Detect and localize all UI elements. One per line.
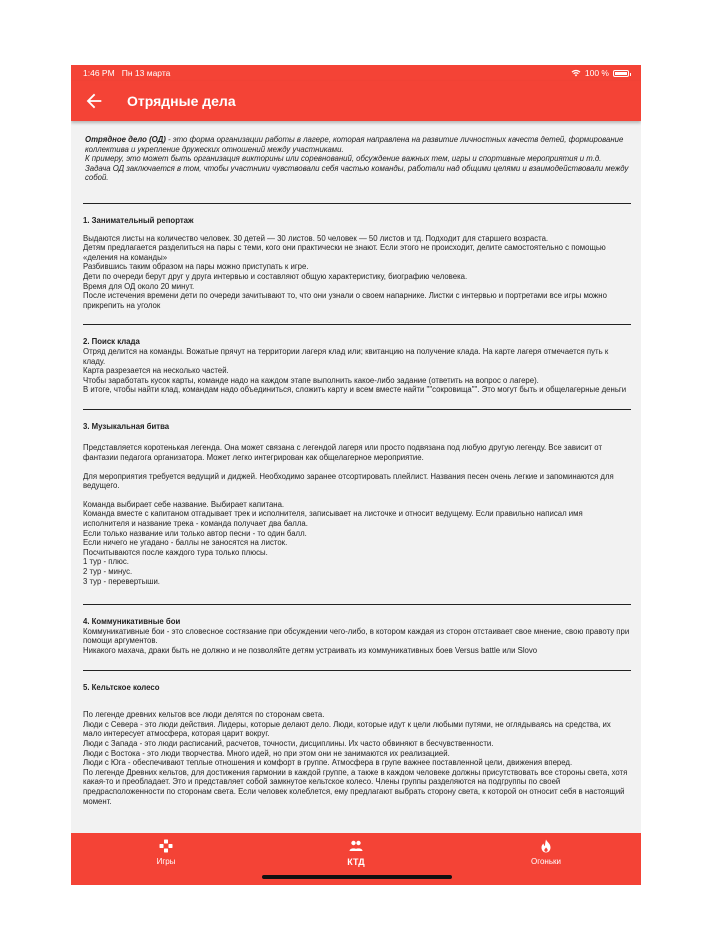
section-paragraph: Представляется коротенькая легенда. Она может связана с легендой лагеря или просто подвязана под любую другую легенду. Все зависит от фантазии педагога организатора. Может легко интегрирован как общелагерное мероприятие. [83, 443, 603, 463]
section-3 [83, 422, 631, 586]
battery-icon [613, 70, 629, 77]
section-paragraph: Разбившись таким образом на пары можно приступать к игре. [83, 262, 309, 272]
intro-paragraph: К примеру, это может быть организация викторины или соревнований, обсуждение важных тем, игры и спортивные мероприятия и т.д. [85, 154, 602, 164]
divider [83, 409, 631, 410]
section-paragraph: Команда вместе с капитаном отгадывает трек и исполнителя, записывает на листочке и относит ведущему. Если правильно написал имя исполнителя и название трека - команда получает два балла. [83, 509, 583, 529]
tab-fires[interactable] [486, 839, 606, 866]
section-title: 5. Кельтское колесо [83, 682, 160, 692]
section-paragraph: По легенде древних кельтов все люди делятся по сторонам света. [83, 710, 325, 720]
section-paragraph: Если только название или только автор песни - то один балл. [83, 528, 307, 538]
section-paragraph: Для мероприятия требуется ведущий и диджей. Необходимо заранее отсортировать плейлист. Названия песен очень легкие и запоминаются для ведущего. [83, 471, 614, 491]
section-paragraph: Детям предлагается разделиться на пары с теми, кого они практически не знают. Если этого не происходит, делите самостоятельно с помощью «деления на команды» [83, 243, 606, 262]
status-time: 1:46 PM Пн 13 марта [83, 68, 171, 78]
section-4 [83, 617, 631, 655]
section-title: 4. Коммуникативные бои [83, 617, 181, 627]
section-1 [83, 216, 631, 310]
section-title: 3. Музыкальная битва [83, 421, 170, 431]
section-paragraph: Если ничего не угадано - баллы не заносятся на листок. [83, 538, 288, 548]
section-paragraph: По легенде Древних кельтов, для достижения гармонии в каждой группе, а также в каждом человеке должны присутствовать все стороны света, хотя какая-то и преобладает. Это и представляет собой замкнутое кельтское колесо. Члены группы разделяются на подгруппы по своей предрасположенности по сторонам света. Если человек колеблется, ему предлагают выбрать сторону света, к которой он относит себя в настоящий момент. [83, 767, 628, 806]
section-paragraph: Команда выбирает себе название. Выбирает капитана. [83, 499, 285, 509]
bottom-navigation [71, 833, 641, 885]
tab-ktd[interactable] [296, 839, 416, 867]
intro-paragraph: Задача ОД заключается в том, чтобы участники чувствовали себя частью команды, работали над общими целями и взаимодействовали между собой. [85, 163, 629, 183]
app-screen [71, 65, 641, 885]
status-date: Пн 13 марта [121, 68, 171, 78]
section-title: 2. Поиск клада [83, 337, 140, 347]
fire-icon [539, 839, 553, 853]
section-paragraph: Люди с Юга - обеспечивают теплые отношения и комфорт в группе. Атмосфера в групе важнее поставленной цели, движения вперед. [83, 758, 573, 768]
page-title: Отрядные дела [127, 93, 236, 109]
app-bar [71, 81, 641, 121]
section-paragraph: Посчитываются после каждого тура только плюсы. [83, 547, 268, 557]
section-paragraph: Выдаются листы на количество человек. 30 детей — 30 листов. 50 человек — 50 листов и тд. Подходит для старшего возраста. [83, 233, 549, 243]
section-title: 1. Занимательный репортаж [83, 215, 194, 225]
divider [83, 604, 631, 605]
section-paragraph: Люди с Востока - это люди творчества. Много идей, но при этом они не занимаются их реализацией. [83, 748, 450, 758]
section-paragraph: Время для ОД около 20 минут. [83, 281, 195, 291]
section-paragraph: 3 тур - перевертыши. [83, 576, 160, 586]
group-icon [349, 839, 363, 853]
section-paragraph: Коммуникативные бои - это словесное состязание при обсуждении чего-либо, в котором каждая из сторон отстаивает свое мнение, свою правоту при помощи аргументов. [83, 626, 630, 646]
back-arrow-icon[interactable] [83, 90, 105, 112]
section-paragraph: Люди с Запада - это люди расписаний, расчетов, точности, дисциплины. Их часто обвиняют в бесчувственности. [83, 738, 494, 748]
section-paragraph: Люди с Севера - это люди действия. Лидеры, которые делают дело. Люди, которые идут к цели любыми путями, не оглядываясь на средства, их мало интересует атмосфера, которая царит вокруг. [83, 719, 611, 739]
section-paragraph: После истечения времени дети по очереди зачитывают то, что они узнали о своем напарнике. Листки с интервью и портретами все игры можно прикрепить на уголок [83, 291, 607, 310]
section-paragraph: В итоге, чтобы найти клад, командам надо объединиться, сложить карту и всем вместе найти ""сокровища"". Это могут быть и общелагерные деньги [83, 385, 627, 395]
intro-text [85, 135, 631, 183]
gamepad-icon [159, 839, 173, 853]
tab-label: Огоньки [531, 857, 561, 866]
tab-label: Игры [156, 857, 176, 866]
battery-percent: 100 % [584, 68, 609, 78]
divider [83, 324, 631, 325]
section-paragraph: Отряд делится на команды. Вожатые прячут на территории лагеря клад или; квитанцию на получение клада. На карте лагеря отмечается путь к кладу. [83, 346, 609, 366]
intro-term: Отрядное дело (ОД) [85, 135, 166, 144]
tab-label: КТД [347, 857, 365, 867]
section-paragraph: Дети по очереди берут друг у друга интервью и составляют общую характеристику, биографию человека. [83, 271, 468, 281]
section-paragraph: Никакого махача, драки быть не должно и не позволяйте детям устраивать из коммуникативных боев Versus battle или Slovo [83, 645, 538, 655]
home-indicator [262, 875, 452, 879]
divider [83, 203, 631, 204]
section-2 [83, 337, 631, 395]
wifi-icon [571, 69, 581, 77]
divider [83, 670, 631, 671]
article-content [83, 135, 631, 806]
section-5 [83, 683, 631, 807]
section-paragraph: Чтобы заработать кусок карты, команде надо на каждом этапе выполнить какое-либо задание (ответить на вопрос о лагере). [83, 375, 539, 385]
section-paragraph: Карта разрезается на несколько частей. [83, 366, 229, 376]
status-bar [71, 65, 641, 81]
section-paragraph: 2 тур - минус. [83, 567, 133, 576]
section-paragraph: 1 тур - плюс. [83, 557, 129, 567]
tab-games[interactable] [106, 839, 226, 866]
intro-paragraph: Отрядное дело (ОД) - это форма организации работы в лагере, которая направлена на развитие личностных качеств детей, формирование коллектива и укрепление дружеских отношений между участниками. [85, 135, 624, 154]
